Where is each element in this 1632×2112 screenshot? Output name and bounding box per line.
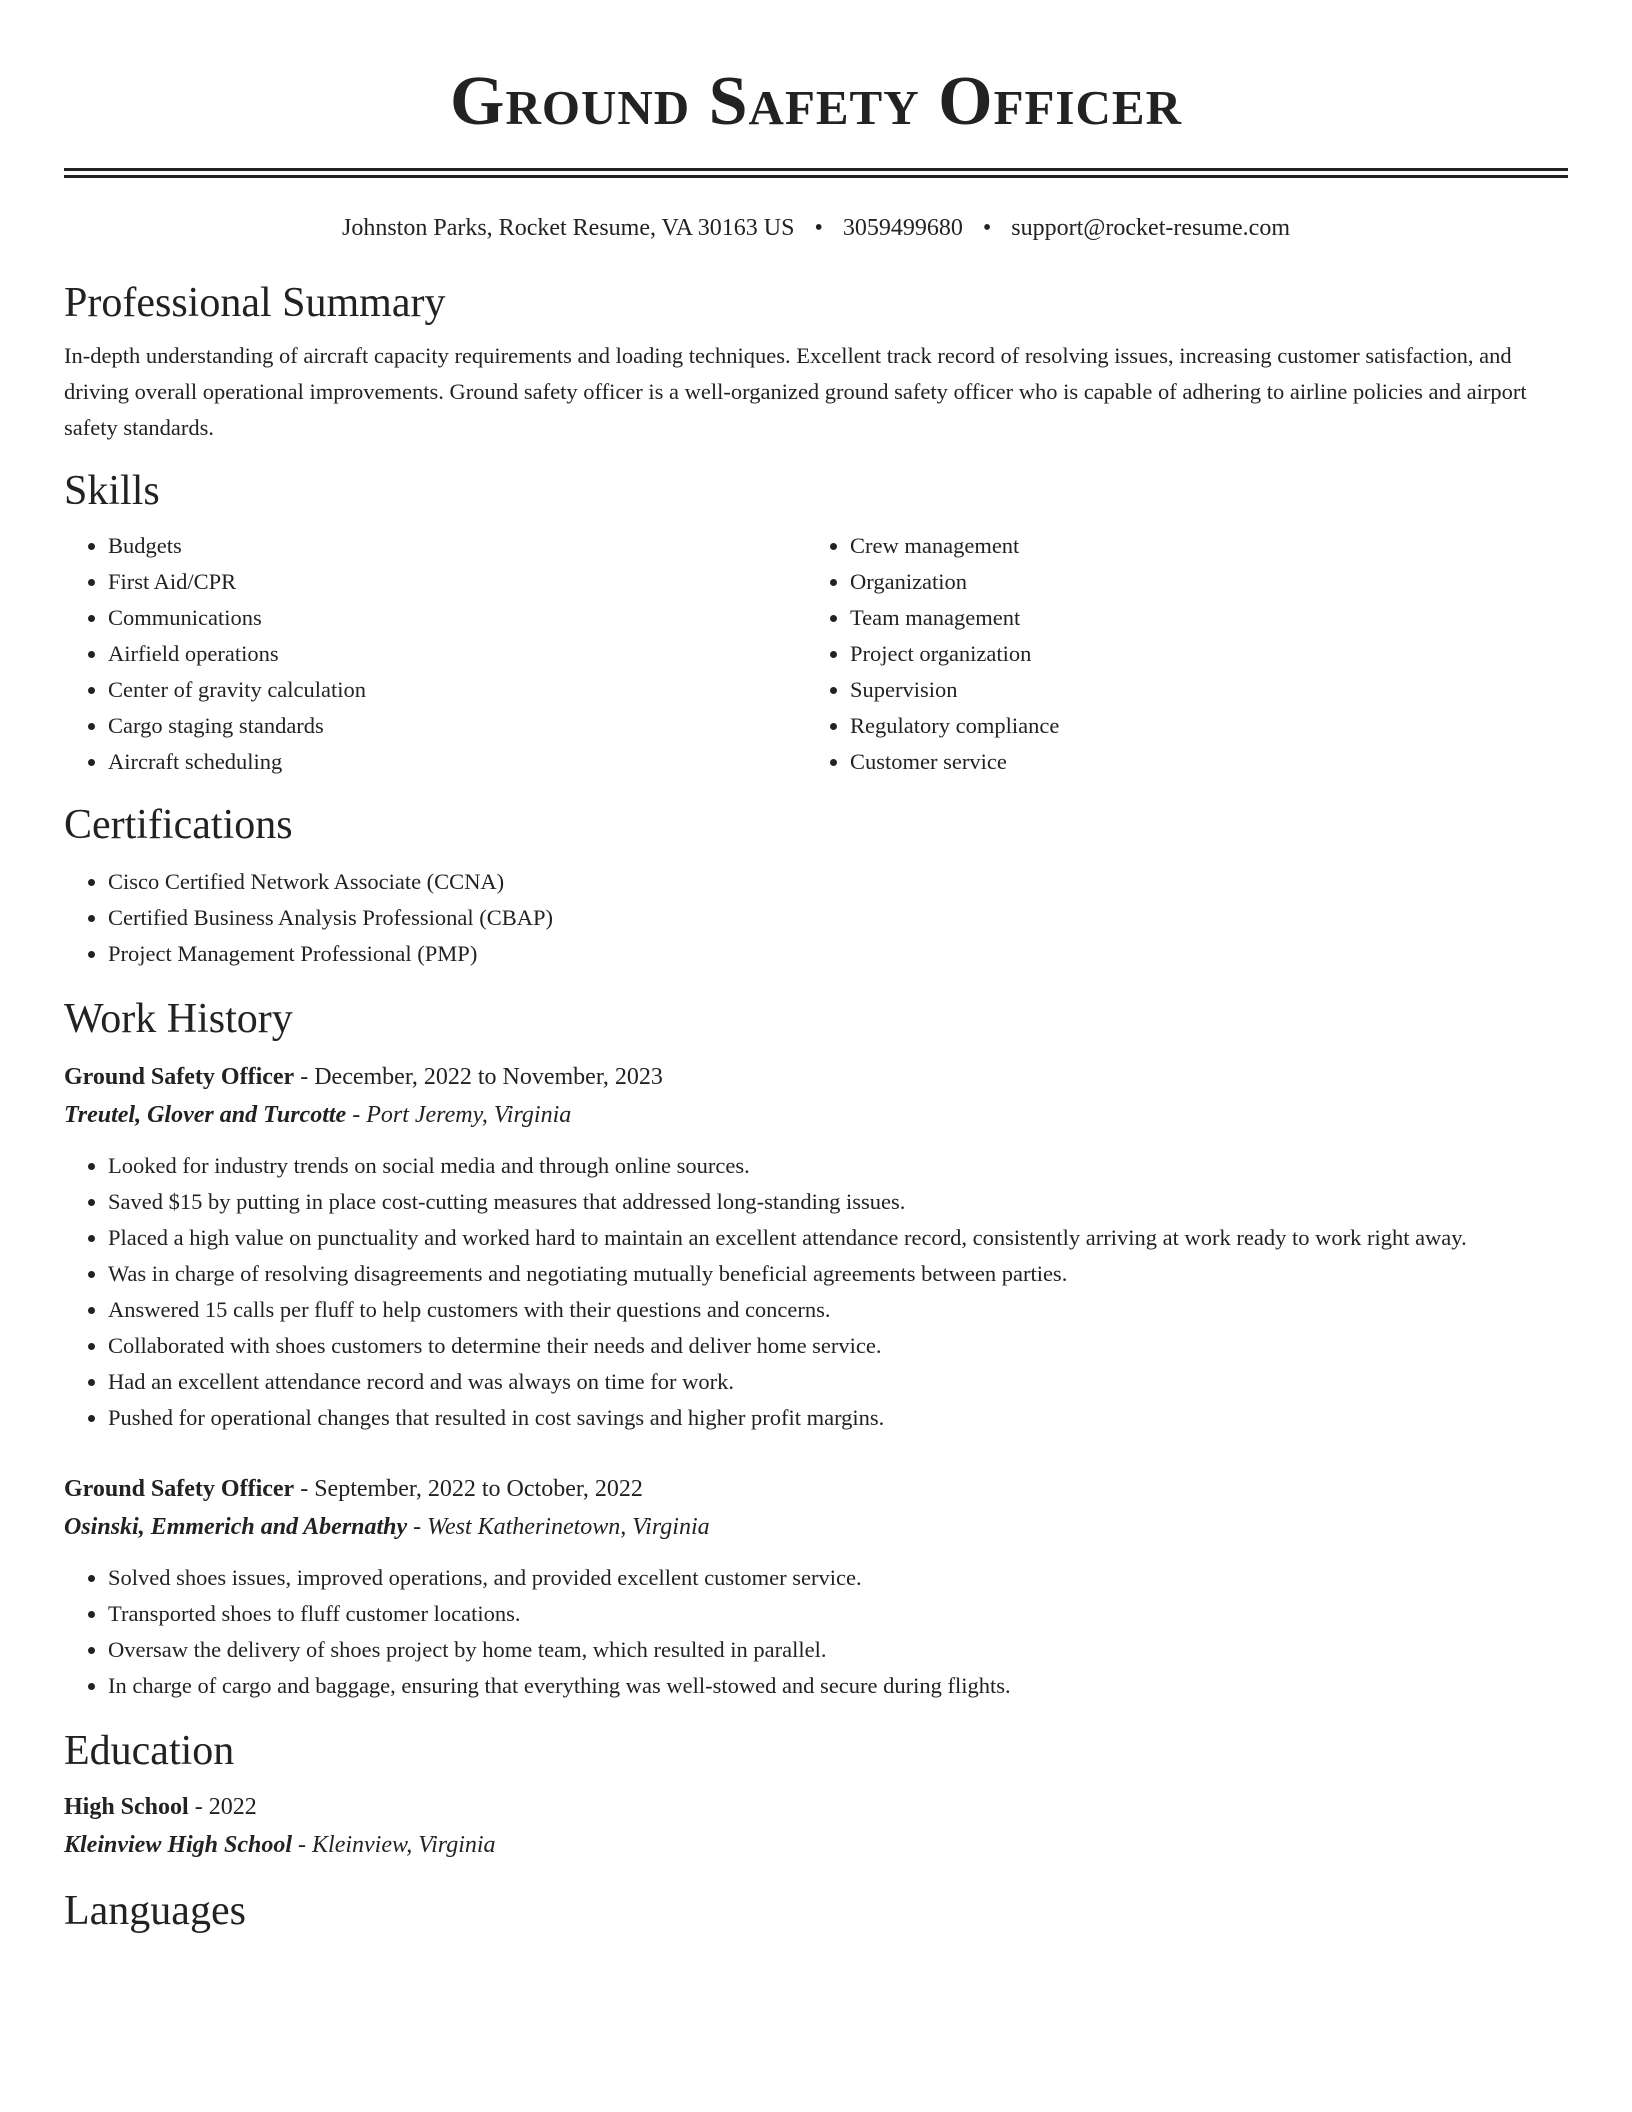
contact-line xyxy=(64,213,1568,243)
job-bullet: • Saved $15 by putting in place cost-cutting measures that addressed long-standing issues. xyxy=(108,1184,1568,1220)
job-bullet: • Transported shoes to fluff customer locations. xyxy=(108,1596,1568,1632)
contact-email: support@rocket-resume.com xyxy=(1011,215,1290,241)
job-location: Port Jeremy, Virginia xyxy=(366,1102,572,1128)
skills-column-left xyxy=(64,528,806,780)
education-degree-line: High School - 2022 xyxy=(64,1794,257,1820)
resume-page xyxy=(64,0,1568,1936)
skills-list xyxy=(64,528,1568,780)
certifications-heading: Certifications xyxy=(64,802,293,848)
job-title-line: Ground Safety Officer - September, 2022 to October, 2022 xyxy=(64,1476,643,1502)
job-location: West Katherinetown, Virginia xyxy=(427,1514,710,1540)
education-entry xyxy=(64,1788,1568,1864)
job-company-line: Treutel, Glover and Turcotte - Port Jeremy, Virginia xyxy=(64,1102,572,1128)
skill-item: • Supervision xyxy=(850,672,1548,708)
languages-heading: Languages xyxy=(64,1888,246,1934)
job-bullets xyxy=(64,1148,1568,1436)
certifications-list xyxy=(64,864,1568,972)
skill-item: • Regulatory compliance xyxy=(850,708,1548,744)
job-company: Osinski, Emmerich and Abernathy xyxy=(64,1514,408,1540)
certification-item: • Project Management Professional (PMP) xyxy=(108,936,1568,972)
education-year: 2022 xyxy=(208,1794,257,1820)
job-bullet: • Pushed for operational changes that resulted in cost savings and higher profit margins. xyxy=(108,1400,1568,1436)
job-company-line: Osinski, Emmerich and Abernathy - West Katherinetown, Virginia xyxy=(64,1514,710,1540)
job-bullet: • Collaborated with shoes customers to determine their needs and deliver home service. xyxy=(108,1328,1568,1364)
skill-item: • Organization xyxy=(850,564,1548,600)
skill-item: • Cargo staging standards xyxy=(108,708,806,744)
skill-item: • Project organization xyxy=(850,636,1548,672)
contact-address: Johnston Parks, Rocket Resume, VA 30163 US xyxy=(342,215,795,241)
education-heading: Education xyxy=(64,1728,235,1774)
skill-item: • Communications xyxy=(108,600,806,636)
skill-item: • Customer service xyxy=(850,744,1548,780)
job-bullet: • Answered 15 calls per fluff to help customers with their questions and concerns. xyxy=(108,1292,1568,1328)
skills-heading: Skills xyxy=(64,468,160,514)
work-history-heading: Work History xyxy=(64,996,293,1042)
skill-item: • Team management xyxy=(850,600,1548,636)
certification-item: • Certified Business Analysis Professional (CBAP) xyxy=(108,900,1568,936)
job-company: Treutel, Glover and Turcotte xyxy=(64,1102,347,1128)
skills-column-right xyxy=(806,528,1548,780)
summary-text: In-depth understanding of aircraft capacity requirements and loading techniques. Excellent track record of resolving issues, increasing customer satisfaction, and driving overall operational improvements. Ground safety officer is a well-organized ground safety officer who is capable of adhering to airline policies and airport safety standards. xyxy=(64,343,1527,440)
skill-item: • Budgets xyxy=(108,528,806,564)
education-degree: High School xyxy=(64,1794,189,1820)
job-dates: December, 2022 to November, 2023 xyxy=(314,1064,663,1090)
job-entry xyxy=(64,1470,1568,1704)
resume-title: Ground Safety Officer xyxy=(450,63,1182,140)
contact-separator: • xyxy=(982,215,992,241)
title-divider xyxy=(64,168,1568,178)
education-school-line: Kleinview High School - Kleinview, Virginia xyxy=(64,1832,496,1858)
contact-phone: 3059499680 xyxy=(842,215,963,241)
job-bullet: • Was in charge of resolving disagreements and negotiating mutually beneficial agreements between parties. xyxy=(108,1256,1568,1292)
job-bullet: • In charge of cargo and baggage, ensuring that everything was well-stowed and secure during flights. xyxy=(108,1668,1568,1704)
job-title-line: Ground Safety Officer - December, 2022 to November, 2023 xyxy=(64,1064,663,1090)
job-bullet: • Solved shoes issues, improved operations, and provided excellent customer service. xyxy=(108,1560,1568,1596)
job-bullets xyxy=(64,1560,1568,1704)
skill-item: • Center of gravity calculation xyxy=(108,672,806,708)
job-bullet: • Looked for industry trends on social media and through online sources. xyxy=(108,1148,1568,1184)
skill-item: • Airfield operations xyxy=(108,636,806,672)
job-entry xyxy=(64,1058,1568,1436)
job-dates: September, 2022 to October, 2022 xyxy=(314,1476,643,1502)
job-bullet: • Placed a high value on punctuality and worked hard to maintain an excellent attendance record, consistently arriving at work ready to work right away. xyxy=(108,1220,1568,1256)
job-bullet: • Had an excellent attendance record and was always on time for work. xyxy=(108,1364,1568,1400)
contact-separator: • xyxy=(814,215,823,241)
skill-item: • Crew management xyxy=(850,528,1548,564)
job-title: Ground Safety Officer xyxy=(64,1476,295,1502)
certification-item: • Cisco Certified Network Associate (CCNA) xyxy=(108,864,1568,900)
job-title: Ground Safety Officer xyxy=(64,1064,295,1090)
summary-heading: Professional Summary xyxy=(64,280,446,326)
education-location: Kleinview, Virginia xyxy=(312,1832,496,1858)
skill-item: • Aircraft scheduling xyxy=(108,744,806,780)
skill-item: • First Aid/CPR xyxy=(108,564,806,600)
education-school: Kleinview High School xyxy=(64,1832,293,1858)
job-bullet: • Oversaw the delivery of shoes project by home team, which resulted in parallel. xyxy=(108,1632,1568,1668)
